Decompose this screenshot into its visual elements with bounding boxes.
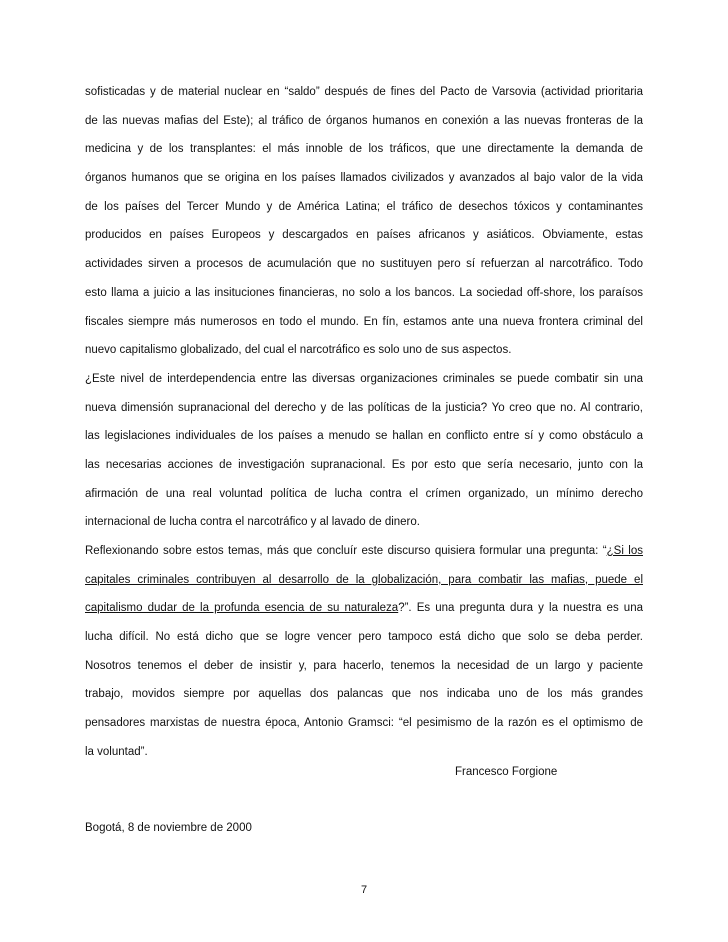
underlined-question: ¿Si los [606, 545, 643, 557]
text-segment: ?”. Es una pregunta dura y la nuestra es una [398, 602, 643, 615]
text-line: esto llama a juicio a las insituciones financieras, no solo a los bancos. La sociedad off-shore, los paraísos [85, 286, 643, 299]
signature: Francesco Forgione [455, 766, 558, 778]
text-line: las necesarias acciones de investigación supranacional. Es por esto que sería necesario, junto con la [85, 458, 643, 471]
text-line: actividades sirven a procesos de acumulación que no sustituyen pero sí refuerzan al narcotráfico. Todo [85, 258, 643, 271]
text-line: nueva dimensión supranacional del derecho y de las políticas de la justicia? Yo creo que no. Al contrario, [85, 401, 643, 414]
text-line [85, 537, 643, 566]
text-line: internacional de lucha contra el narcotráfico y al lavado de dinero. [85, 516, 420, 529]
text-line: de los países del Tercer Mundo y de América Latina; el tráfico de desechos tóxicos y contaminantes [85, 200, 643, 213]
text-line: ¿Este nivel de interdependencia entre las diversas organizaciones criminales se puede combatir sin una [85, 372, 643, 385]
text-line: órganos humanos que se origina en los países llamados civilizados y avanzados al bajo valor de la vida [85, 172, 643, 185]
text-line: de las nuevas mafias del Este); al tráfico de órganos humanos en conexión a las nuevas fronteras de la [85, 114, 643, 127]
text-segment: Reflexionando sobre estos temas, más que concluír este discurso quisiera formular una pregunta: “ [85, 545, 607, 557]
text-line: trabajo, movidos siempre por aquellas dos palancas que nos indicaba uno de los más grandes [85, 688, 643, 701]
text-line: fiscales siempre más numerosos en todo el mundo. En fín, estamos ante una nueva frontera criminal del [85, 315, 643, 328]
text-line: producidos en países Europeos y descargados en países africanos y asiáticos. Obviamente, estas [85, 229, 643, 242]
text-line: la voluntad”. [85, 745, 148, 758]
text-line: nuevo capitalismo globalizado, del cual el narcotráfico es solo uno de sus aspectos. [85, 344, 512, 357]
text-line: pensadores marxistas de nuestra época, Antonio Gramsci: “el pesimismo de la razón es el optimismo de [85, 717, 643, 730]
text-line: las legislaciones individuales de los países a menudo se hallan en conflicto entre sí y como obstáculo a [85, 430, 643, 443]
text-line: lucha difícil. No está dicho que se logre vencer pero tampoco está dicho que solo se deba perder. [85, 631, 643, 644]
dateline: Bogotá, 8 de noviembre de 2000 [85, 822, 252, 834]
body-text [85, 78, 643, 767]
text-line: medicina y de los transplantes: el más innoble de los tráficos, que une directamente la demanda de [85, 143, 643, 156]
underlined-question: capitalismo dudar de la profunda esencia de su naturaleza [85, 602, 399, 615]
text-line: Nosotros tenemos el deber de insistir y, para hacerlo, tenemos la necesidad de un largo y paciente [85, 659, 643, 672]
text-line [85, 594, 643, 623]
page-number: 7 [360, 884, 368, 896]
underlined-question: capitales criminales contribuyen al desarrollo de la globalización, para combatir las mafias, puede el [85, 573, 643, 586]
text-line: sofisticadas y de material nuclear en “saldo” después de fines del Pacto de Varsovia (actividad prioritaria [85, 86, 643, 98]
text-line: afirmación de una real voluntad política de lucha contra el crímen organizado, un mínimo derecho [85, 487, 643, 500]
